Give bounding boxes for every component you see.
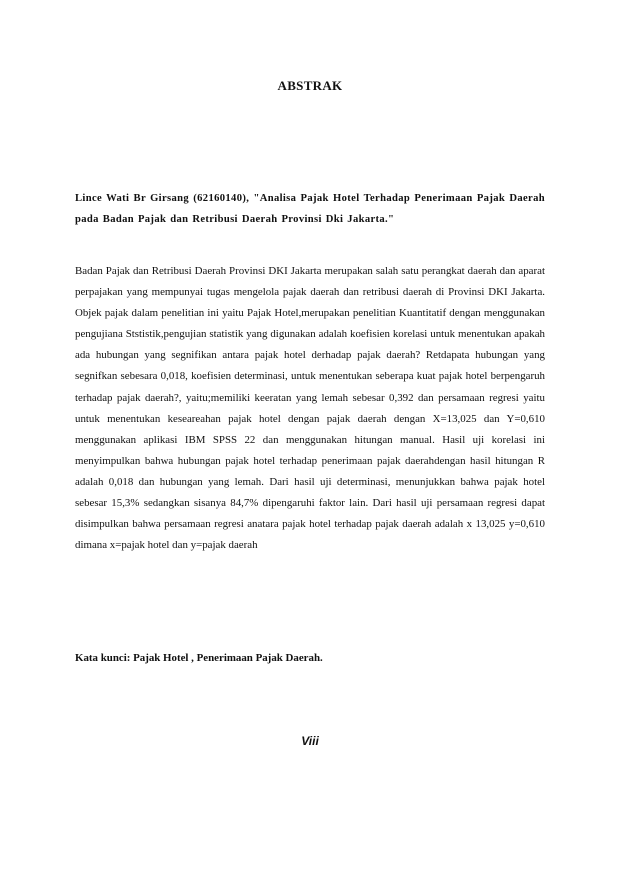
- abstract-paragraph: Badan Pajak dan Retribusi Daerah Provinsi DKI Jakarta merupakan salah satu perangkat daerah dan aparat perpajakan yang mempunyai tugas mengelola pajak daerah dan retribusi daerah di Provinsi DKI Jakarta. Objek pajak dalam penelitian ini yaitu Pajak Hotel,merupakan penelitian Kuantitatif dengan menggunakan pengujiana Ststistik,pengujian statistik yang digunakan adalah koefisien korelasi untuk menentukan apakah ada hubungan yang segnifikan antara pajak hotel derhadap pajak daerah? Retdapata hubungan yang segnifkan sebesara 0,018, koefisien determinasi, untuk menentukan seberapa kuat pajak hotel berpengaruh terhadap pajak daerah?, yaitu;memiliki keeratan yang lemah sebesar 0,392 dan persamaan regresi yaitu untuk menentukan keseareahan pajak hotel dengan pajak daerah dengan X=13,025 dan Y=0,610 menggunakan aplikasi IBM SPSS 22 dan menggunakan hitungan manual. Hasil uji korelasi ini menyimpulkan bahwa hubungan pajak hotel terhadap penerimaan pajak daerahdengan hasil hitungan R adalah 0,018 dan hubungan yang lemah. Dari hasil uji determinasi, menunjukkan bahwa pajak hotel sebesar 15,3% sedangkan sisanya 84,7% dipengaruhi faktor lain. Dari hasil uji persamaan regresi dapat disimpulkan bahwa persamaan regresi anatara pajak hotel terhadap pajak daerah adalah x 13,025 y=0,610 dimana x=pajak hotel dan y=pajak daerah: [75, 265, 545, 552]
- author-citation: Lince Wati Br Girsang (62160140), "Analisa Pajak Hotel Terhadap Penerimaan Pajak Daerah pada Badan Pajak dan Retribusi Daerah Provinsi Dki Jakarta.": [75, 193, 545, 225]
- page-title: ABSTRAK: [277, 78, 343, 93]
- abstract-body: [75, 261, 545, 556]
- keywords: Kata kunci: Pajak Hotel , Penerimaan Pajak Daerah.: [75, 652, 323, 664]
- page-number: Viii: [301, 734, 319, 748]
